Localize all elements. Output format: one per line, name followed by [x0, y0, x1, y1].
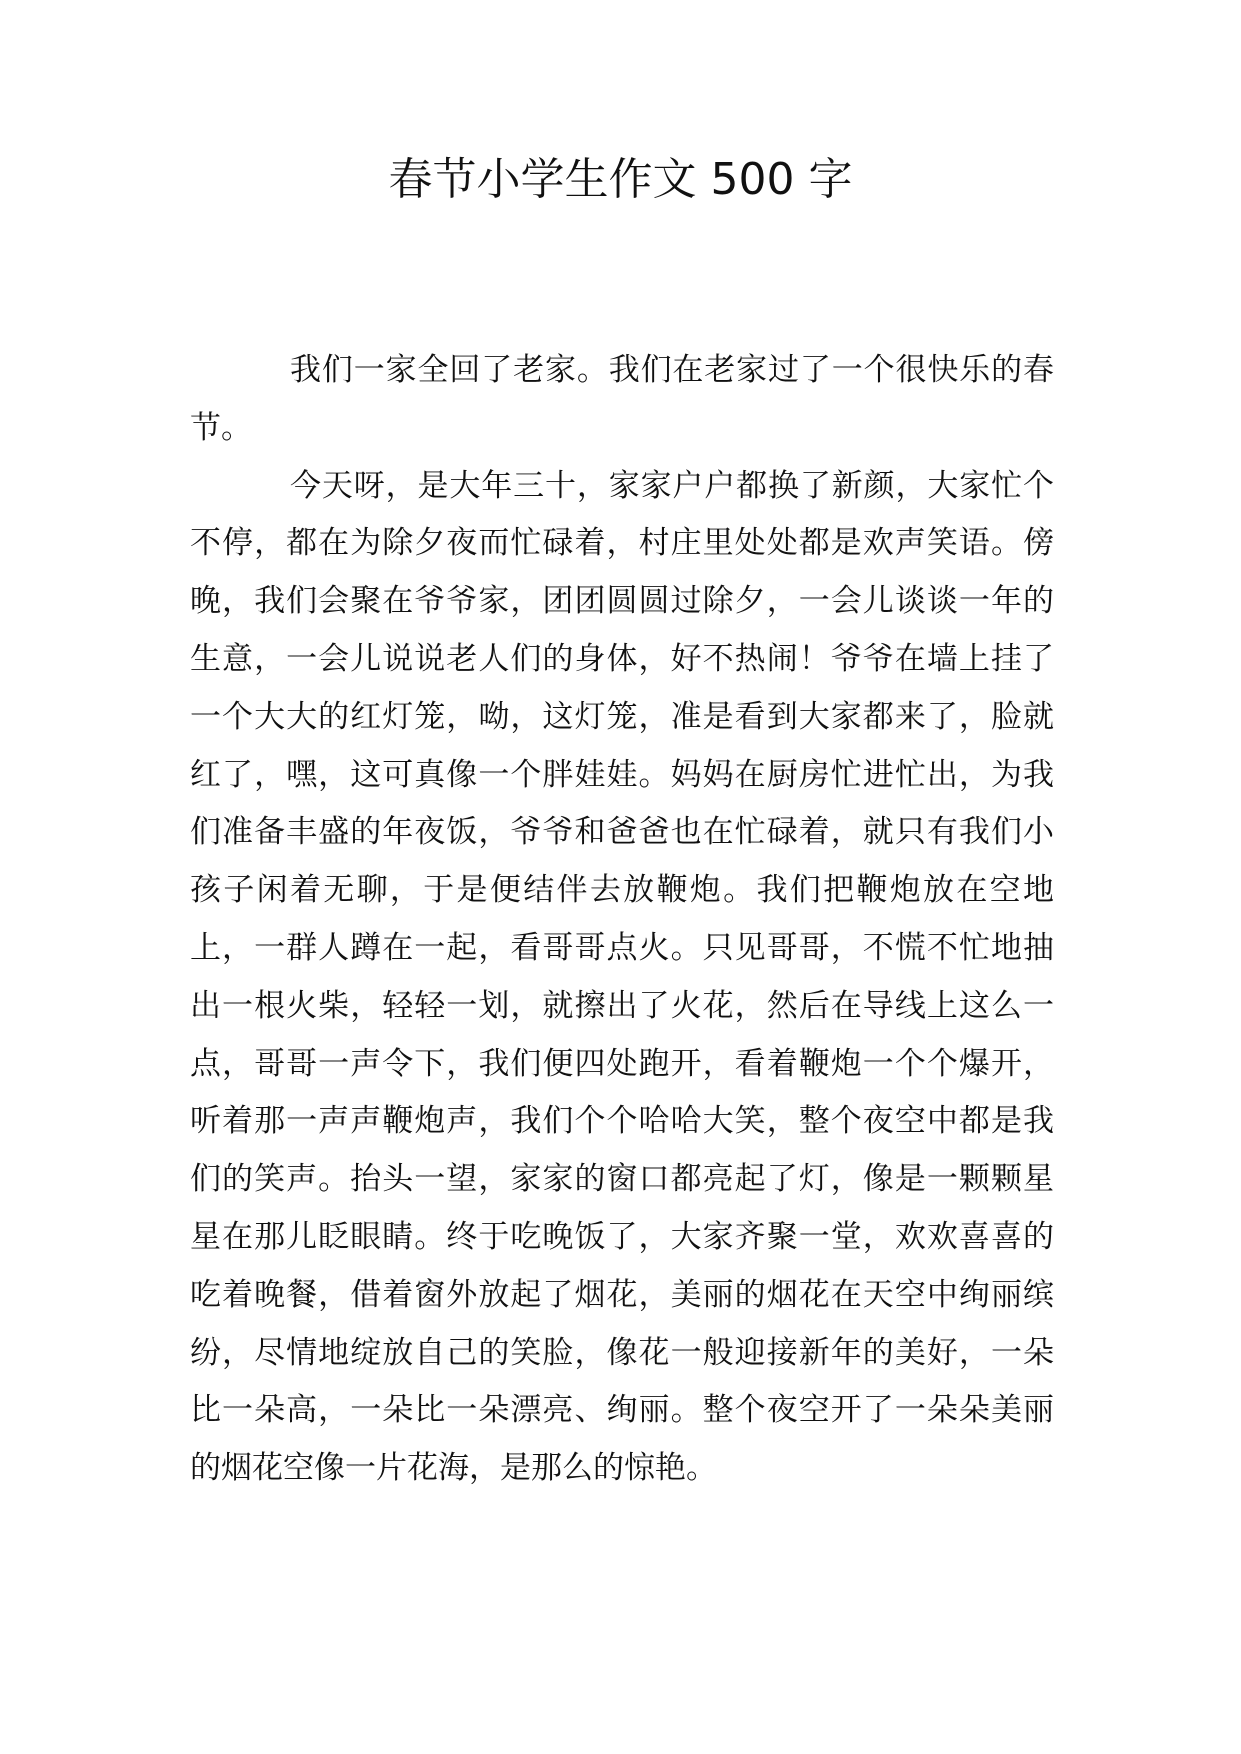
- paragraph-1: 我们一家全回了老家。我们在老家过了一个很快乐的春节。: [190, 352, 1054, 446]
- document-title: 春节小学生作文 500 字: [388, 154, 853, 205]
- paragraph-2: 今天呀，是大年三十，家家户户都换了新颜，大家忙个不停，都在为除夕夜而忙碌着，村庄里处处都是欢声笑语。傍晚，我们会聚在爷爷家，团团圆圆过除夕，一会儿谈谈一年的生意，一会儿说说老人们的身体，好不热闹！爷爷在墙上挂了一个大大的红灯笼，呦，这灯笼，准是看到大家都来了，脸就红了，嘿，这可真像一个胖娃娃。妈妈在厨房忙进忙出，为我们准备丰盛的年夜饭，爷爷和爸爸也在忙碌着，就只有我们小孩子闲着无聊，于是便结伴去放鞭炮。我们把鞭炮放在空地上，一群人蹲在一起，看哥哥点火。只见哥哥，不慌不忙地抽出一根火柴，轻轻一划，就擦出了火花，然后在导线上这么一点，哥哥一声令下，我们便四处跑开，看着鞭炮一个个爆开，听着那一声声鞭炮声，我们个个哈哈大笑，整个夜空中都是我们的笑声。抬头一望，家家的窗口都亮起了灯，像是一颗颗星星在那儿眨眼睛。终于吃晚饭了，大家齐聚一堂，欢欢喜喜的吃着晚餐，借着窗外放起了烟花，美丽的烟花在天空中绚丽缤纷，尽情地绽放自己的笑脸，像花一般迎接新年的美好，一朵比一朵高，一朵比一朵漂亮、绚丽。整个夜空开了一朵朵美丽的烟花空像一片花海，是那么的惊艳。: [190, 467, 1054, 1487]
- document-body: [190, 342, 1054, 1498]
